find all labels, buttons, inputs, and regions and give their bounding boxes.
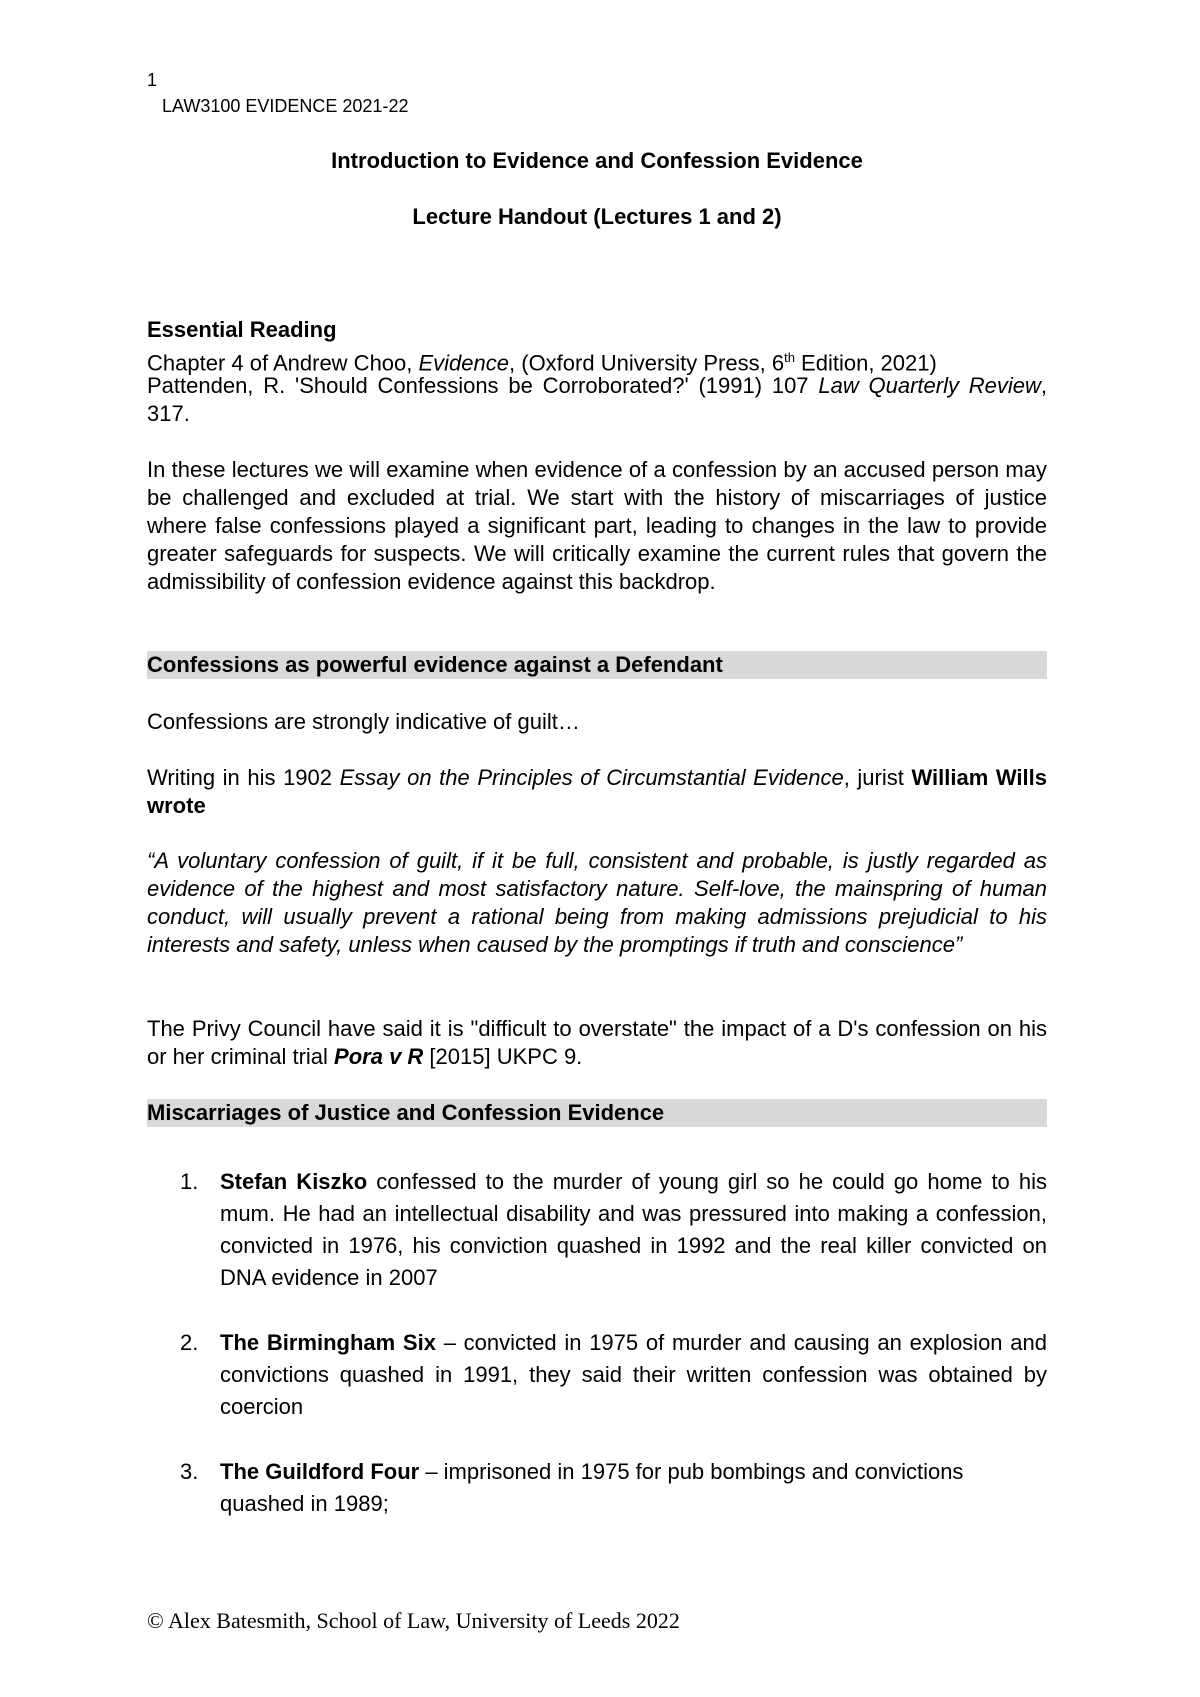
list-item-name: Stefan Kiszko — [220, 1169, 368, 1194]
wills-text-a: Writing in his 1902 — [147, 765, 340, 790]
section-heading-confessions — [147, 651, 1047, 679]
reading-2-journal: Law Quarterly Review — [818, 373, 1041, 398]
wills-essay-title: Essay on the Principles of Circumstantial Evidence — [339, 765, 844, 790]
list-number: 1. — [180, 1169, 199, 1194]
reading-2-text-a: Pattenden, R. 'Should Confessions be Corroborated?' (1991) 107 — [147, 373, 819, 398]
wills-text-c: , jurist — [843, 765, 912, 790]
course-code: LAW3100 EVIDENCE 2021-22 — [162, 96, 409, 116]
privy-council-text-c: [2015] UKPC 9. — [423, 1044, 583, 1069]
reading-1-text-c: , (Oxford University Press, 6 — [509, 350, 785, 376]
case-name-pora: Pora v R — [334, 1044, 424, 1069]
list-item-text: – convicted in 1975 of murder and causing an explosion and convictions quashed in 1991, they said their written confession was obtained by coercion — [220, 1330, 1047, 1419]
list-item-name: The Guildford Four — [220, 1459, 420, 1484]
wills-paragraph — [147, 764, 1047, 820]
section-heading-confessions-text: Confessions as powerful evidence against a Defendant — [147, 652, 723, 677]
list-item-text: – imprisoned in 1975 for pub bombings and convictions quashed in 1989; — [220, 1459, 964, 1516]
document-title: Introduction to Evidence and Confession Evidence — [331, 148, 863, 173]
privy-council-text-a: The Privy Council have said it is "difficult to overstate" the impact of a D's confession on his or her criminal trial — [147, 1016, 1047, 1069]
list-item — [220, 1456, 1047, 1520]
footer-copyright: © Alex Batesmith, School of Law, University of Leeds 2022 — [147, 1608, 680, 1633]
section-heading-miscarriages-text: Miscarriages of Justice and Confession Evidence — [147, 1100, 665, 1125]
essential-reading-heading: Essential Reading — [147, 317, 337, 342]
reading-1-text-d: Edition, 2021) — [794, 350, 937, 376]
intro-paragraph: In these lectures we will examine when evidence of a confession by an accused person may be challenged and excluded at trial. We start with the history of miscarriages of justice where false confessions played a significant part, leading to changes in the law to provide greater safeguards for suspects. We will critically examine the current rules that govern the admissibility of confession evidence against this backdrop. — [147, 457, 1047, 594]
reading-1-sup: th — [784, 350, 795, 365]
reading-2-text-c: , 317. — [147, 373, 1048, 426]
reading-1-text-a: Chapter 4 of Andrew Choo, — [147, 350, 419, 376]
reading-item-2 — [147, 372, 1047, 428]
wills-quote: “A voluntary confession of guilt, if it be full, consistent and probable, is justly regarded as evidence of the highest and most satisfactory nature. Self-love, the mainspring of human conduct, will usually prevent a rational being from making admissions prejudicial to his interests and safety, unless when caused by the promptings if truth and conscience” — [147, 848, 1047, 957]
list-number: 3. — [180, 1459, 199, 1484]
reading-1-title: Evidence — [418, 350, 510, 376]
document-subtitle: Lecture Handout (Lectures 1 and 2) — [412, 204, 782, 229]
list-item — [220, 1327, 1047, 1423]
list-item-name: The Birmingham Six — [220, 1330, 436, 1355]
section-heading-miscarriages — [147, 1099, 1047, 1127]
list-item-text: confessed to the murder of young girl so he could go home to his mum. He had an intellectual disability and was pressured into making a confession, convicted in 1976, his conviction quashed in 1992 and the real killer convicted on DNA evidence in 2007 — [220, 1169, 1047, 1290]
page-number: 1 — [147, 70, 158, 90]
list-number: 2. — [180, 1330, 199, 1355]
confessions-guilt-paragraph: Confessions are strongly indicative of guilt… — [147, 709, 580, 734]
wills-text-bold: William Wills wrote — [147, 765, 1047, 818]
privy-council-paragraph — [147, 1015, 1047, 1071]
list-item — [220, 1166, 1047, 1294]
